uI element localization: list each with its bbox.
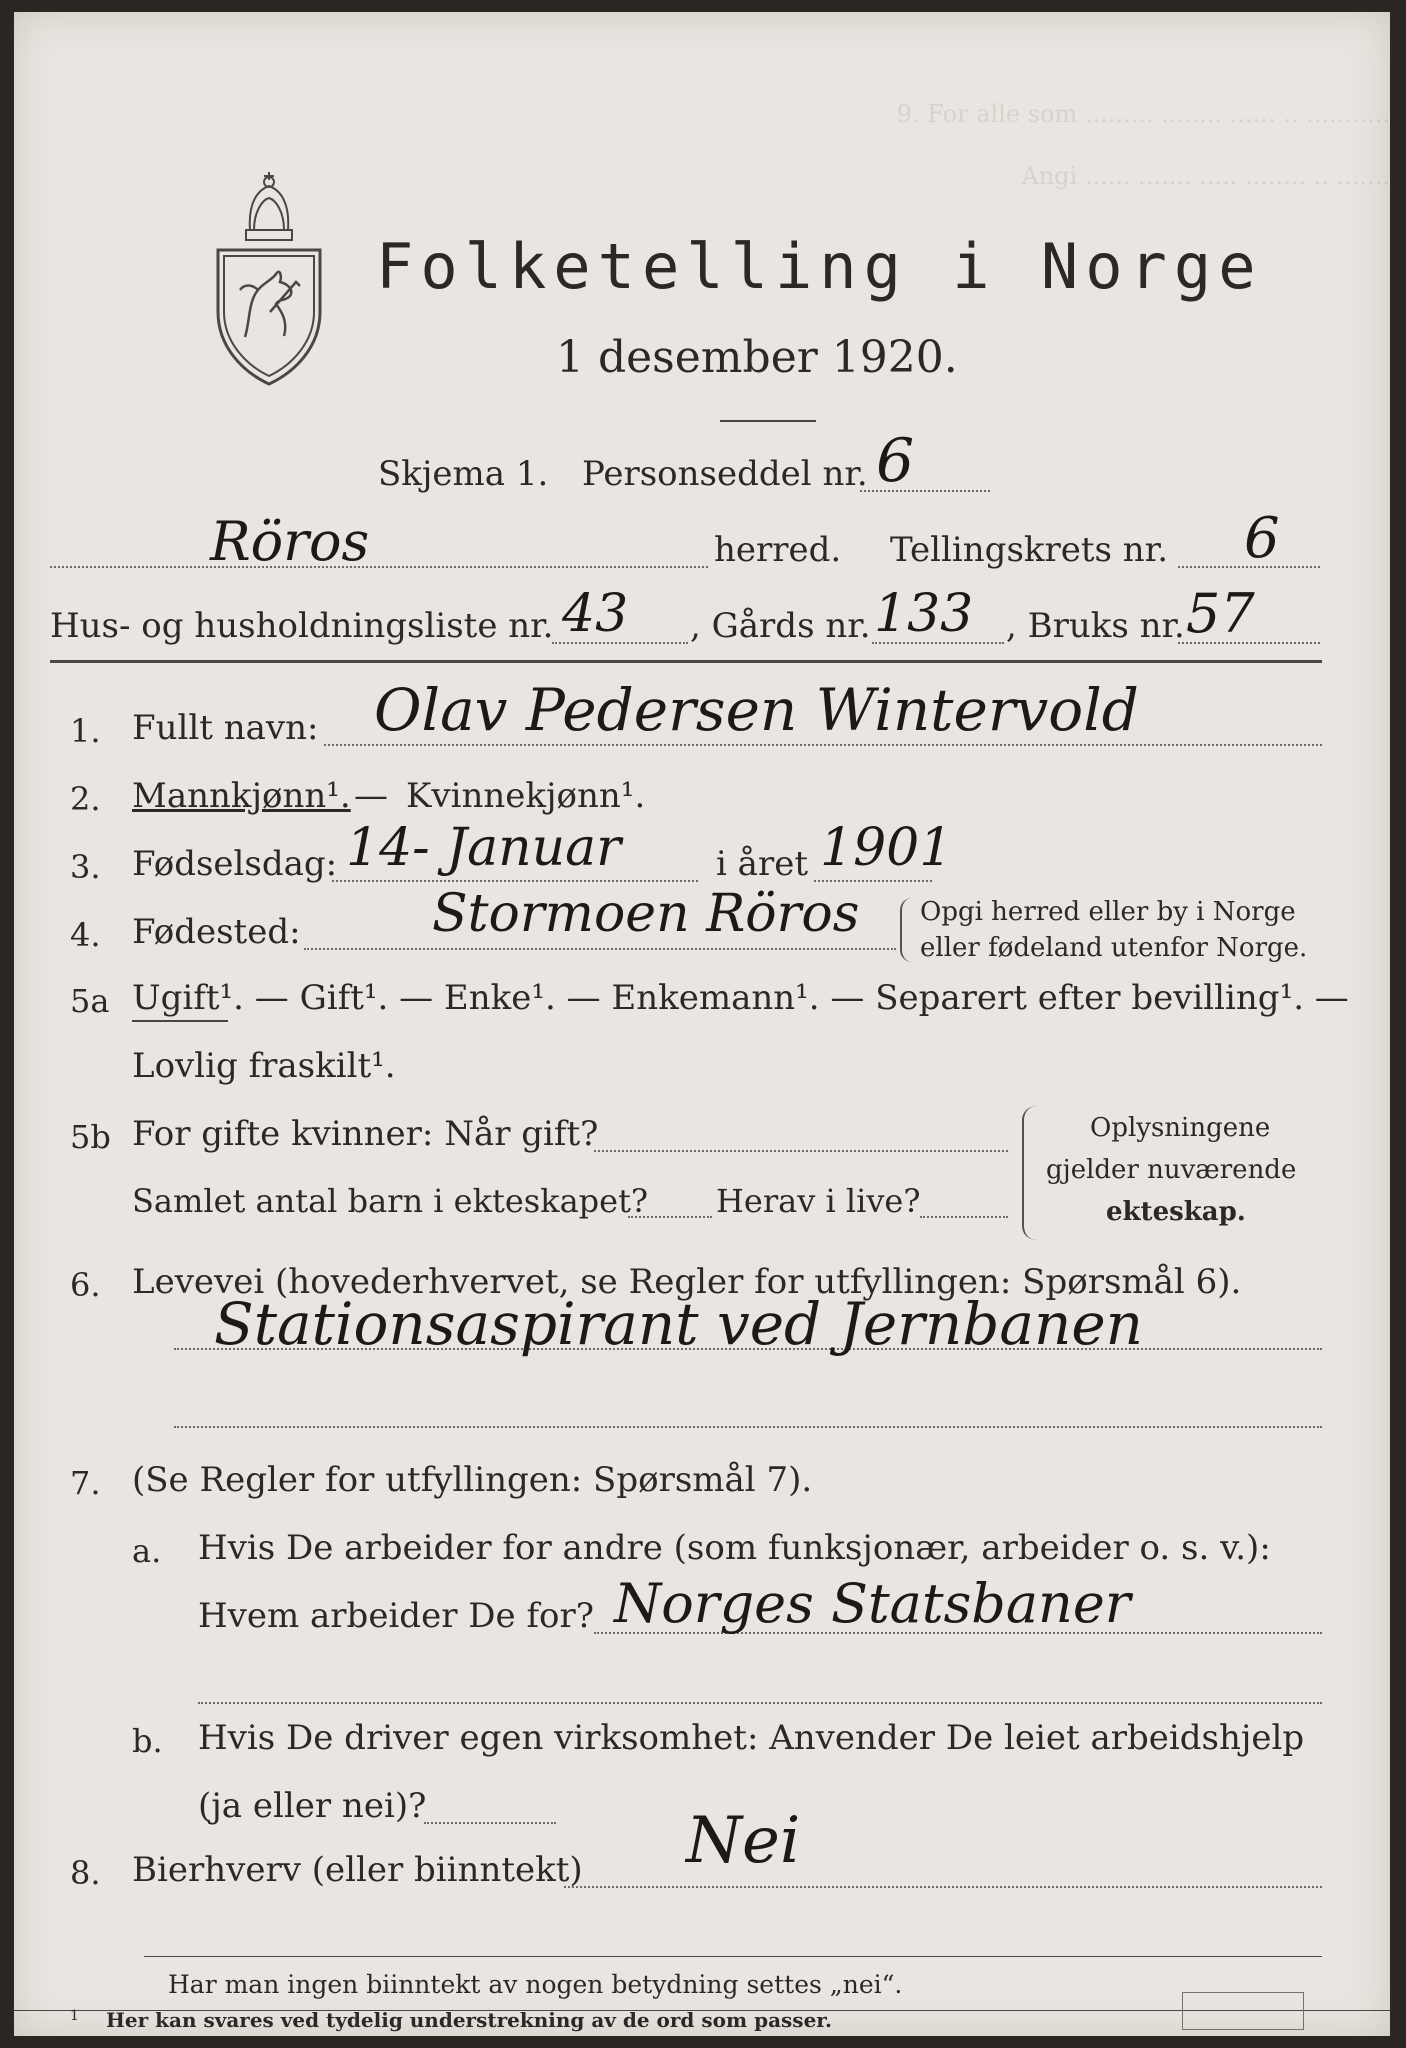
q5a-ugift-underline <box>132 1020 228 1022</box>
q5b-label-married: For gifte kvinner: Når gift? <box>132 1114 599 1154</box>
q7b-label: Hvis De driver egen virksomhet: Anvender De leiet arbeidshjelp <box>198 1718 1305 1758</box>
q7a-letter: a. <box>132 1532 162 1570</box>
tellingskrets-value: 6 <box>1244 506 1280 571</box>
norwegian-coat-of-arms-icon <box>210 172 328 387</box>
q3-number: 3. <box>70 848 101 886</box>
q7b-question: (ja eller nei)? <box>198 1786 427 1826</box>
q1-full-name: Olav Pedersen Wintervold <box>374 676 1139 744</box>
q1-label: Fullt navn: <box>132 708 319 748</box>
q8-dotted-line <box>564 1886 1322 1888</box>
q8-number: 8. <box>70 1854 101 1892</box>
q3-year-dotted-line <box>814 880 932 882</box>
header-separator <box>50 660 1322 663</box>
q3-dotted-line <box>332 880 698 882</box>
gaards-label: , Gårds nr. <box>690 606 871 646</box>
q5a-number: 5a <box>70 982 110 1020</box>
bleed-through-text: 9. For alle som ......... ........ ...... .. ........... <box>896 100 1390 128</box>
printer-stamp <box>1182 1992 1304 2030</box>
q1-number: 1. <box>70 712 101 750</box>
q5b-note-1: Oplysningene <box>1090 1113 1271 1143</box>
q2-separator: — <box>354 776 388 816</box>
q3-birthday: 14- Januar <box>346 818 621 878</box>
skjema-label: Skjema 1. <box>378 454 549 494</box>
gaards-value: 133 <box>874 584 974 644</box>
q5b-married-dotted-line <box>594 1150 1008 1152</box>
q4-note-line-1: Opgi herred eller by i Norge <box>920 897 1296 927</box>
footer-note: Har man ingen biinntekt av nogen betydning settes „nei“. <box>168 1970 903 1999</box>
footnote-mark: 1 <box>70 2008 79 2024</box>
q7a-dotted-line-2 <box>198 1702 1322 1704</box>
q8-answer-line <box>144 1956 1322 1957</box>
q5a-marital-options-2: Lovlig fraskilt¹. <box>132 1046 396 1086</box>
q2-male-underlined: Mannkjønn¹. <box>132 776 351 816</box>
q7a-employer: Norges Statsbaner <box>614 1572 1131 1635</box>
q5b-children-dotted-line <box>628 1216 712 1218</box>
q4-number: 4. <box>70 916 101 954</box>
census-form-sheet <box>14 12 1390 2036</box>
q7a-question: Hvem arbeider De for? <box>198 1596 594 1636</box>
q6-label: Levevei (hovederhvervet, se Regler for utfyllingen: Spørsmål 6). <box>132 1262 1242 1302</box>
form-title: Folketelling i Norge <box>376 230 1263 303</box>
q6-occupation: Stationsaspirant ved Jernbanen <box>214 1290 1143 1358</box>
herred-value: Röros <box>210 510 370 573</box>
q3-year-label: i året <box>716 844 808 884</box>
q5b-label-alive: Herav i live? <box>716 1182 921 1220</box>
personseddel-label: Personseddel nr. <box>582 454 868 494</box>
q4-note-line-2: eller fødeland utenfor Norge. <box>920 933 1308 963</box>
q5b-note-bracket <box>1022 1106 1036 1240</box>
personseddel-number: 6 <box>876 426 915 496</box>
census-date: 1 desember 1920. <box>556 332 958 383</box>
q5b-alive-dotted-line <box>920 1216 1008 1218</box>
q4-dotted-line <box>304 948 896 950</box>
q4-birthplace: Stormoen Röros <box>432 884 860 944</box>
q7b-dotted-line <box>424 1822 556 1824</box>
q6-dotted-line-2 <box>174 1426 1322 1428</box>
husholdningsliste-label: Hus- og husholdningsliste nr. <box>50 606 554 646</box>
bruks-value: 57 <box>1186 582 1255 645</box>
tellingskrets-label: Tellingskrets nr. <box>890 530 1169 570</box>
bruks-label: , Bruks nr. <box>1006 606 1185 646</box>
q2-number: 2. <box>70 780 101 818</box>
q8-answer: Nei <box>686 1804 801 1878</box>
herred-dotted-line <box>50 566 708 568</box>
title-divider <box>720 420 816 422</box>
q5b-note-2: gjelder nuværende <box>1046 1155 1297 1185</box>
q5a-marital-options: Ugift¹. — Gift¹. — Enke¹. — Enkemann¹. — Separert efter bevilling¹. — <box>132 978 1349 1018</box>
q2-female: Kvinnekjønn¹. <box>406 776 646 816</box>
q5b-label-children: Samlet antal barn i ekteskapet? <box>132 1182 649 1220</box>
q8-label: Bierhverv (eller biinntekt) <box>132 1850 583 1890</box>
bleed-through-text: Angi ...... ....... ..... ........ .. ....... <box>1021 162 1390 190</box>
q3-birth-year: 1901 <box>820 818 953 878</box>
q3-label: Fødselsdag: <box>132 844 338 884</box>
q6-number: 6. <box>70 1266 101 1304</box>
q4-label: Fødested: <box>132 912 301 952</box>
q7b-letter: b. <box>132 1722 163 1760</box>
q1-dotted-line <box>324 744 1322 746</box>
q7a-label: Hvis De arbeider for andre (som funksjonær, arbeider o. s. v.): <box>198 1528 1271 1568</box>
q7-number: 7. <box>70 1464 101 1502</box>
husholdningsliste-value: 43 <box>562 584 629 644</box>
q5b-note-3: ekteskap. <box>1106 1197 1246 1227</box>
q7-label: (Se Regler for utfyllingen: Spørsmål 7). <box>132 1460 813 1500</box>
footnote-text: Her kan svares ved tydelig understrekning av de ord som passer. <box>106 2008 832 2032</box>
q4-note-bracket <box>900 898 912 962</box>
herred-label: herred. <box>714 530 842 570</box>
q5b-number: 5b <box>70 1118 111 1156</box>
